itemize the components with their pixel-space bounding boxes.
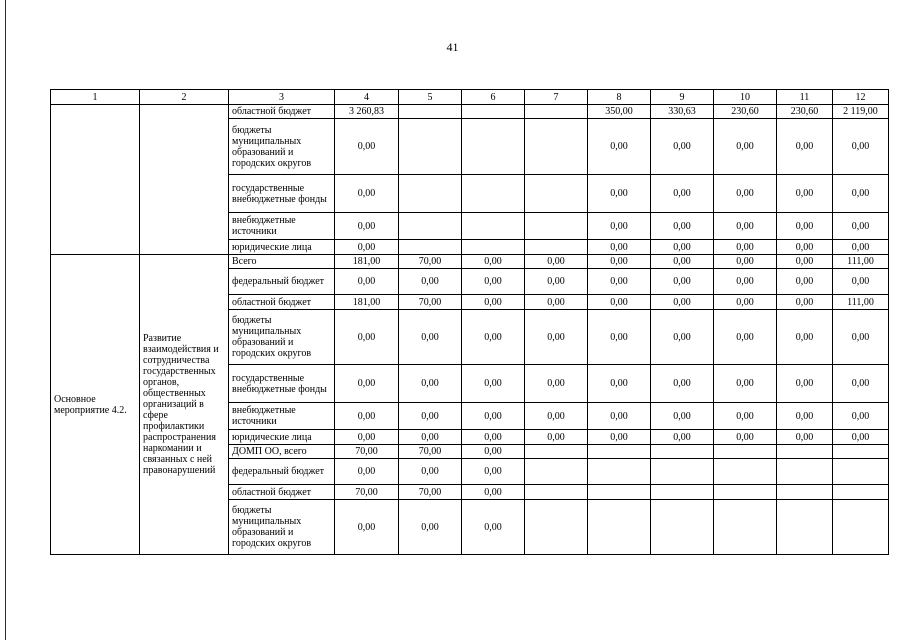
value-cell: 0,00 — [462, 255, 525, 269]
value-cell: 0,00 — [588, 310, 651, 365]
value-cell: 230,60 — [714, 105, 777, 119]
value-cell: 0,00 — [651, 365, 714, 403]
funding-source-cell: юридические лица — [229, 430, 335, 445]
value-cell: 2 119,00 — [833, 105, 889, 119]
value-cell: 350,00 — [588, 105, 651, 119]
value-cell — [777, 500, 833, 555]
value-cell: 0,00 — [525, 403, 588, 430]
value-cell: 0,00 — [714, 119, 777, 175]
value-cell: 0,00 — [714, 365, 777, 403]
value-cell: 0,00 — [714, 269, 777, 295]
value-cell: 0,00 — [777, 255, 833, 269]
value-cell: 0,00 — [525, 269, 588, 295]
funding-source-cell: государственные внебюджетные фонды — [229, 175, 335, 213]
value-cell — [399, 119, 462, 175]
value-cell: 0,00 — [833, 403, 889, 430]
value-cell — [714, 500, 777, 555]
value-cell: 0,00 — [399, 459, 462, 485]
value-cell: 0,00 — [462, 295, 525, 310]
value-cell: 0,00 — [525, 365, 588, 403]
value-cell — [525, 240, 588, 255]
value-cell: 0,00 — [651, 295, 714, 310]
value-cell — [462, 213, 525, 240]
column-number: 8 — [588, 90, 651, 105]
column-number: 5 — [399, 90, 462, 105]
value-cell — [588, 445, 651, 459]
funding-source-cell: областной бюджет — [229, 105, 335, 119]
value-cell — [399, 213, 462, 240]
value-cell: 0,00 — [588, 119, 651, 175]
value-cell: 0,00 — [462, 445, 525, 459]
column-number: 9 — [651, 90, 714, 105]
group-b-rows — [51, 255, 889, 555]
budget-table — [50, 89, 889, 555]
funding-source-cell: внебюджетные источники — [229, 403, 335, 430]
value-cell — [525, 445, 588, 459]
group-a-rows — [51, 105, 889, 255]
value-cell — [525, 105, 588, 119]
value-cell: 0,00 — [651, 269, 714, 295]
value-cell: 181,00 — [335, 295, 399, 310]
column-number: 6 — [462, 90, 525, 105]
value-cell: 0,00 — [588, 365, 651, 403]
value-cell: 0,00 — [335, 310, 399, 365]
value-cell: 0,00 — [462, 500, 525, 555]
page-number: 41 — [446, 40, 459, 54]
column-number: 3 — [229, 90, 335, 105]
value-cell: 0,00 — [777, 403, 833, 430]
value-cell — [651, 485, 714, 500]
activity-description-cell: Развитие взаимодействия и сотрудничества государственных органов, общественных организаций в сфере профилактики распространения наркомании и связанных с ней правонарушений — [140, 255, 229, 555]
value-cell: 0,00 — [525, 255, 588, 269]
funding-source-cell: федеральный бюджет — [229, 269, 335, 295]
value-cell: 70,00 — [335, 485, 399, 500]
funding-source-cell: бюджеты муниципальных образований и городских округов — [229, 500, 335, 555]
value-cell — [651, 459, 714, 485]
value-cell: 0,00 — [335, 500, 399, 555]
value-cell: 0,00 — [588, 240, 651, 255]
value-cell — [525, 175, 588, 213]
value-cell: 0,00 — [335, 213, 399, 240]
value-cell: 70,00 — [399, 255, 462, 269]
column-number-row — [51, 90, 889, 105]
value-cell: 181,00 — [335, 255, 399, 269]
value-cell: 0,00 — [714, 430, 777, 445]
value-cell — [462, 119, 525, 175]
value-cell: 0,00 — [651, 430, 714, 445]
value-cell — [525, 213, 588, 240]
value-cell: 3 260,83 — [335, 105, 399, 119]
value-cell: 0,00 — [651, 175, 714, 213]
value-cell: 0,00 — [777, 269, 833, 295]
value-cell: 230,60 — [777, 105, 833, 119]
value-cell: 0,00 — [588, 403, 651, 430]
value-cell — [525, 459, 588, 485]
value-cell — [833, 485, 889, 500]
value-cell — [588, 485, 651, 500]
value-cell: 0,00 — [588, 255, 651, 269]
value-cell — [714, 459, 777, 485]
value-cell: 0,00 — [399, 365, 462, 403]
funding-source-cell: бюджеты муниципальных образований и городских округов — [229, 310, 335, 365]
value-cell: 0,00 — [714, 175, 777, 213]
value-cell: 0,00 — [714, 295, 777, 310]
value-cell: 0,00 — [588, 213, 651, 240]
funding-source-cell: ДОМП ОО, всего — [229, 445, 335, 459]
value-cell: 0,00 — [777, 430, 833, 445]
value-cell: 0,00 — [399, 403, 462, 430]
value-cell — [651, 445, 714, 459]
funding-source-cell: бюджеты муниципальных образований и городских округов — [229, 119, 335, 175]
value-cell: 0,00 — [777, 295, 833, 310]
value-cell — [462, 175, 525, 213]
value-cell: 0,00 — [399, 269, 462, 295]
funding-source-cell: областной бюджет — [229, 485, 335, 500]
value-cell: 0,00 — [833, 269, 889, 295]
value-cell: 0,00 — [399, 310, 462, 365]
value-cell: 111,00 — [833, 255, 889, 269]
funding-source-cell: Всего — [229, 255, 335, 269]
value-cell: 0,00 — [588, 295, 651, 310]
value-cell: 0,00 — [714, 403, 777, 430]
value-cell: 70,00 — [399, 445, 462, 459]
value-cell: 0,00 — [777, 240, 833, 255]
value-cell — [714, 485, 777, 500]
value-cell — [399, 175, 462, 213]
value-cell: 0,00 — [588, 175, 651, 213]
value-cell: 0,00 — [335, 175, 399, 213]
value-cell — [462, 105, 525, 119]
activity-description-cell — [140, 105, 229, 255]
value-cell: 0,00 — [651, 310, 714, 365]
scan-edge-line — [5, 0, 6, 640]
value-cell: 0,00 — [651, 240, 714, 255]
value-cell — [525, 500, 588, 555]
column-number: 2 — [140, 90, 229, 105]
value-cell — [833, 445, 889, 459]
value-cell: 0,00 — [462, 430, 525, 445]
value-cell: 0,00 — [833, 119, 889, 175]
value-cell — [588, 459, 651, 485]
column-number: 12 — [833, 90, 889, 105]
table-row — [51, 255, 889, 269]
value-cell: 0,00 — [335, 403, 399, 430]
value-cell: 70,00 — [335, 445, 399, 459]
value-cell — [777, 459, 833, 485]
value-cell — [399, 240, 462, 255]
value-cell — [462, 240, 525, 255]
column-number: 4 — [335, 90, 399, 105]
value-cell: 0,00 — [651, 403, 714, 430]
value-cell: 0,00 — [714, 310, 777, 365]
value-cell: 0,00 — [651, 255, 714, 269]
value-cell: 111,00 — [833, 295, 889, 310]
value-cell: 0,00 — [335, 459, 399, 485]
funding-source-cell: внебюджетные источники — [229, 213, 335, 240]
value-cell: 0,00 — [588, 269, 651, 295]
value-cell — [399, 105, 462, 119]
value-cell — [525, 485, 588, 500]
column-number: 7 — [525, 90, 588, 105]
value-cell — [651, 500, 714, 555]
value-cell: 0,00 — [462, 403, 525, 430]
value-cell: 0,00 — [833, 310, 889, 365]
value-cell: 0,00 — [335, 240, 399, 255]
value-cell: 0,00 — [525, 310, 588, 365]
value-cell: 0,00 — [833, 175, 889, 213]
value-cell: 0,00 — [462, 459, 525, 485]
column-number: 10 — [714, 90, 777, 105]
value-cell: 70,00 — [399, 295, 462, 310]
value-cell: 0,00 — [833, 213, 889, 240]
value-cell — [833, 459, 889, 485]
value-cell: 70,00 — [399, 485, 462, 500]
value-cell: 330,63 — [651, 105, 714, 119]
funding-source-cell: областной бюджет — [229, 295, 335, 310]
value-cell: 0,00 — [777, 310, 833, 365]
value-cell: 0,00 — [588, 430, 651, 445]
value-cell: 0,00 — [462, 365, 525, 403]
value-cell: 0,00 — [714, 213, 777, 240]
value-cell: 0,00 — [335, 365, 399, 403]
value-cell: 0,00 — [462, 485, 525, 500]
value-cell: 0,00 — [462, 269, 525, 295]
table-row — [51, 105, 889, 119]
value-cell — [777, 445, 833, 459]
value-cell: 0,00 — [777, 175, 833, 213]
value-cell — [833, 500, 889, 555]
value-cell: 0,00 — [714, 240, 777, 255]
value-cell: 0,00 — [399, 430, 462, 445]
column-number: 11 — [777, 90, 833, 105]
value-cell: 0,00 — [714, 255, 777, 269]
value-cell: 0,00 — [651, 119, 714, 175]
value-cell: 0,00 — [335, 269, 399, 295]
column-number: 1 — [51, 90, 140, 105]
value-cell — [588, 500, 651, 555]
value-cell — [714, 445, 777, 459]
value-cell: 0,00 — [525, 430, 588, 445]
funding-source-cell: юридические лица — [229, 240, 335, 255]
activity-name-cell — [51, 105, 140, 255]
value-cell — [777, 485, 833, 500]
value-cell: 0,00 — [777, 365, 833, 403]
value-cell — [525, 119, 588, 175]
value-cell: 0,00 — [335, 119, 399, 175]
value-cell: 0,00 — [462, 310, 525, 365]
value-cell: 0,00 — [833, 240, 889, 255]
funding-source-cell: федеральный бюджет — [229, 459, 335, 485]
value-cell: 0,00 — [399, 500, 462, 555]
funding-source-cell: государственные внебюджетные фонды — [229, 365, 335, 403]
value-cell: 0,00 — [777, 213, 833, 240]
value-cell: 0,00 — [777, 119, 833, 175]
value-cell: 0,00 — [651, 213, 714, 240]
value-cell: 0,00 — [335, 430, 399, 445]
activity-name-cell: Основное мероприятие 4.2. — [51, 255, 140, 555]
value-cell: 0,00 — [833, 430, 889, 445]
value-cell: 0,00 — [833, 365, 889, 403]
value-cell: 0,00 — [525, 295, 588, 310]
